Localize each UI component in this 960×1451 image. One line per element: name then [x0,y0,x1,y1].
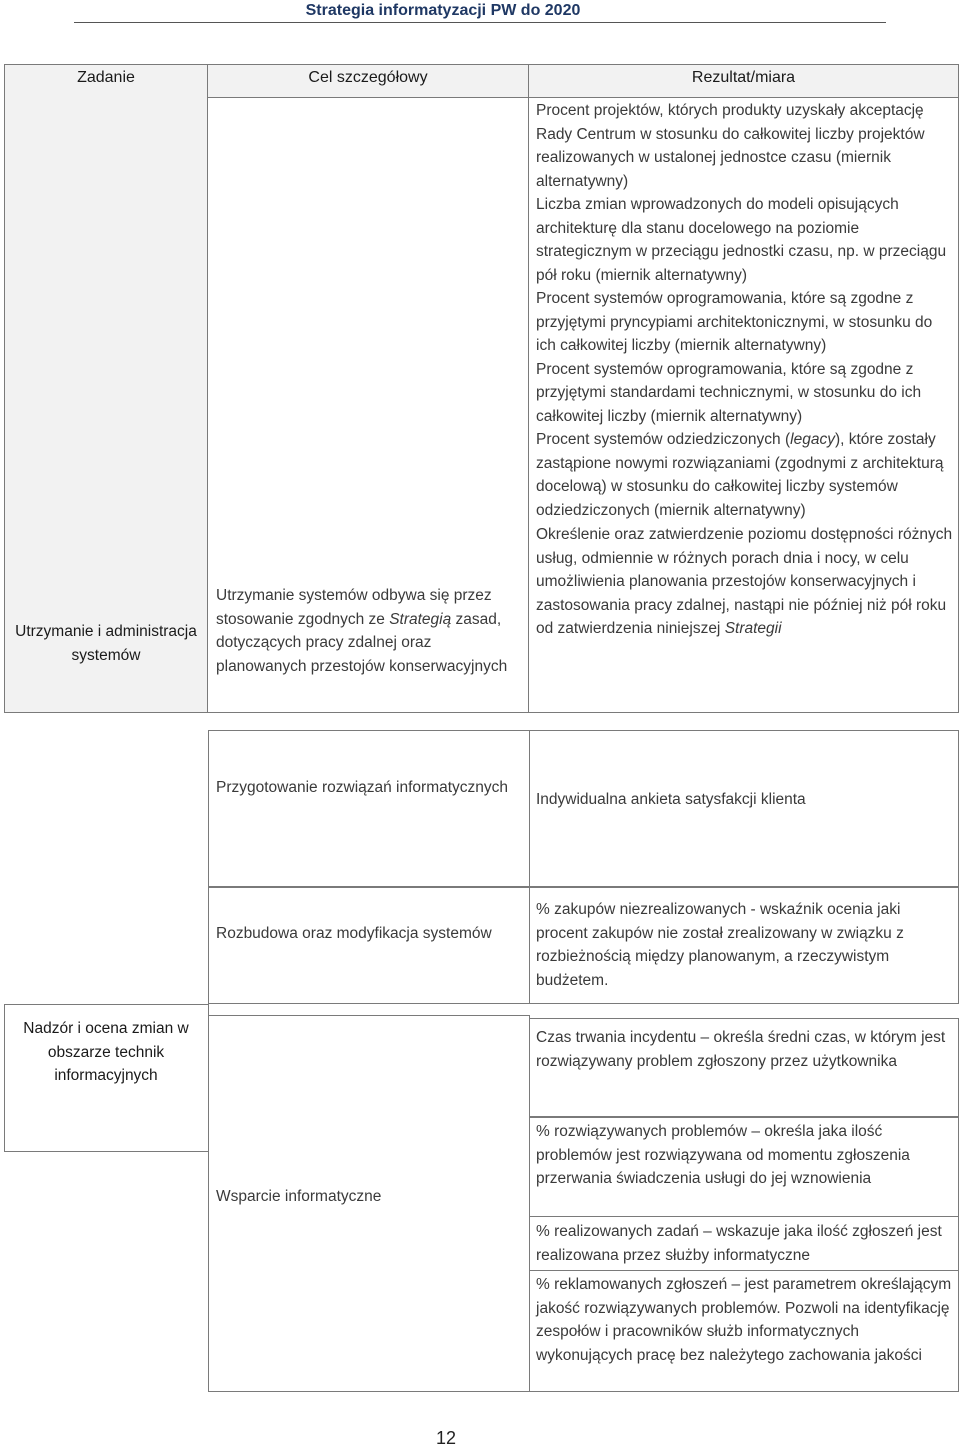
results-maintenance [536,99,954,641]
goal-maintenance: Utrzymanie systemów odbywa się przez stosowanie zgodnych ze Strategią zasad, dotyczących pracy zdalnej oraz planowanych przestojów konserwacyjnych [216,587,508,675]
result-item: Procent systemów oprogramowania, które są zgodne z przyjętymi standardami technicznymi, w stosunku do ich całkowitej liczby (miernik alternatywny) [536,360,922,425]
result-item: Liczba zmian wprowadzonych do modeli opisujących architekturę dla stanu docelowego na poziomie strategicznym w przeciągu jednostki czasu, np. w przeciągu pół roku (miernik alternatywny) [536,196,947,284]
result-divider [530,1216,958,1217]
header-rule [74,22,886,23]
result-item: Procent projektów, których produkty uzyskały akceptację Rady Centrum w stosunku do całkowitej liczby projektów realizowanych w ustalonej jednostce czasu (miernik alternatywny) [536,102,925,190]
task-oversight: Nadzór i ocena zmian w obszarze technik informacyjnych [23,1020,189,1084]
task-maintenance: Utrzymanie i administracja systemów [15,623,197,664]
column-header-goal: Cel szczegółowy [308,69,428,86]
page-number: 12 [435,1428,457,1448]
result-solved-problems: % rozwiązywanych problemów – określa jaka ilość problemów jest rozwiązywana od momentu zgłoszenia przerwania świadczenia usługi do jej wznowienia [536,1123,910,1187]
result-purchases: % zakupów niezrealizowanych - wskaźnik ocenia jaki procent zakupów nie został zrealizowany w związku z rozbieżnością między planowanym, a rzeczywistym budżetem. [536,901,904,989]
page-header-title: Strategia informatyzacji PW do 2020 [305,2,581,19]
goal-column-divider [528,65,529,712]
result-tasks: % realizowanych zadań – wskazuje jaka ilość zgłoszeń jest realizowana przez służby informatyczne [536,1223,942,1264]
goal-support: Wsparcie informatyczne [216,1188,382,1205]
goal-solutions: Przygotowanie rozwiązań informatycznych [216,779,509,796]
goal-cell-1 [208,730,530,888]
result-complaints: % reklamowanych zgłoszeń – jest parametrem określającym jakość rozwiązywanych problemów. Pozwoli na identyfikację zespołów i pracowników służb informatycznych wykonujących pracę bez należytego zachowania jakości [536,1276,952,1364]
goal-development: Rozbudowa oraz modyfikacja systemów [216,925,492,942]
column-header-result: Rezultat/miara [691,69,796,86]
result-item: Procent systemów oprogramowania, które są zgodne z przyjętymi pryncypiami architektonicznymi, w stosunku do ich całkowitej liczby (miernik alternatywny) [536,290,933,354]
result-item: Określenie oraz zatwierdzenie poziomu dostępności różnych usług, odmiennie w różnych porach dnia i nocy, w celu umożliwienia planowania przestojów konserwacyjnych i zastosowania pracy zdalnej, nastąpi nie później niż pół roku od zatwierdzenia niniejszej Strategii [536,526,953,637]
result-divider [530,1270,958,1271]
result-item: Procent systemów odziedziczonych (legacy), które zostały zastąpione nowymi rozwiązaniami (zgodnymi z architekturą docelową) w stosunku do całkowitej liczby systemów odziedziczonych (miernik alternatywny) [536,431,944,519]
result-survey: Indywidualna ankieta satysfakcji klienta [536,791,806,808]
column-header-task: Zadanie [77,69,135,86]
result-incident-time: Czas trwania incydentu – określa średni czas, w którym jest rozwiązywany problem zgłoszony przez użytkownika [536,1029,946,1070]
